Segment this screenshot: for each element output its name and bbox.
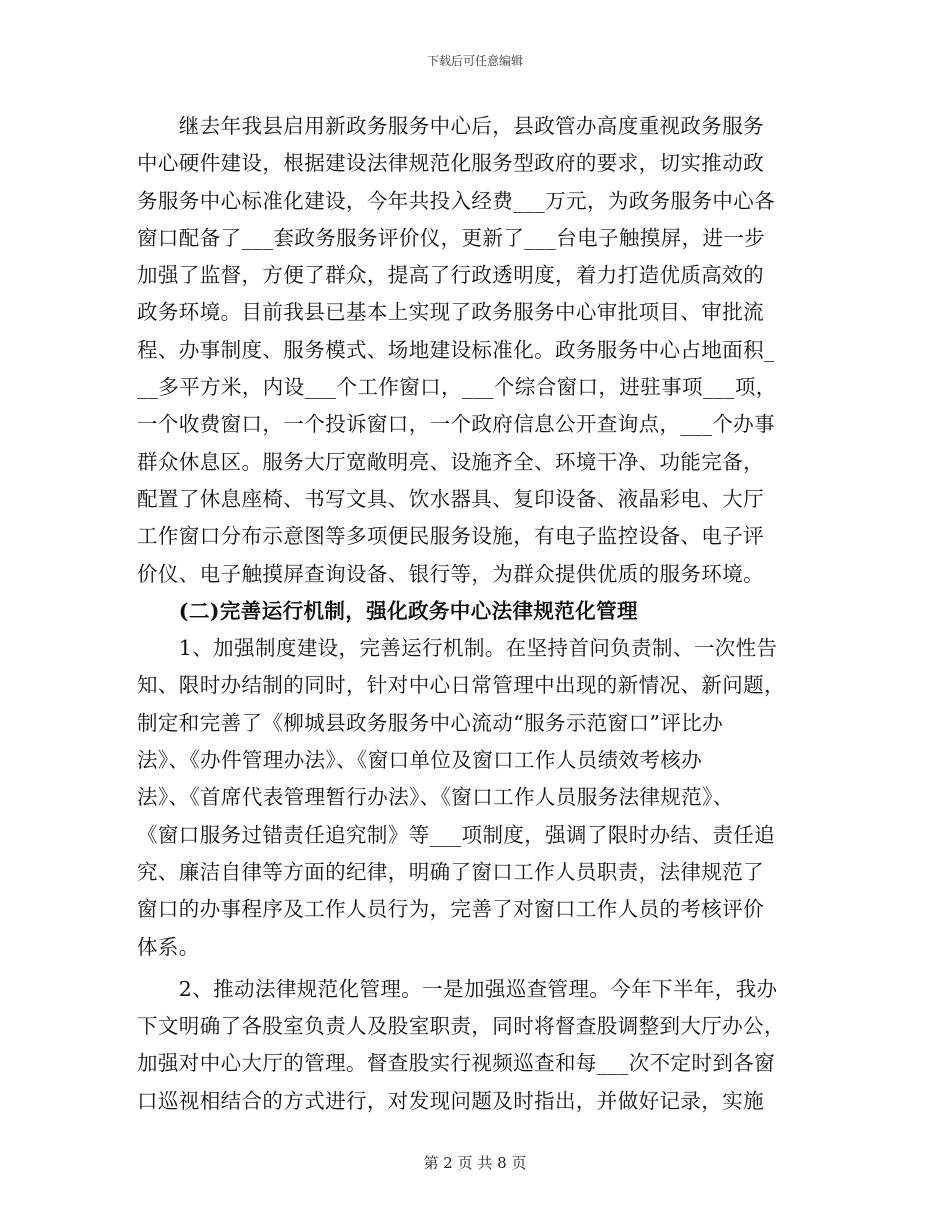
body-line: 工作窗口分布示意图等多项便民服务设施，有电子监控设备、电子评 [137, 524, 764, 549]
body-line: 价仪、电子触摸屏查询设备、银行等，为群众提供优质的服务环境。 [137, 561, 764, 586]
body-line: 配置了休息座椅、书写文具、饮水器具、复印设备、液晶彩电、大厅 [137, 486, 764, 511]
body-line: __多平方米，内设___个工作窗口，___个综合窗口，进驻事项___项， [137, 375, 777, 400]
page-footer: 第 2 页 共 8 页 [423, 1154, 527, 1172]
section-heading: (二)完善运行机制，强化政务中心法律规范化管理 [137, 598, 638, 623]
body-line: 窗口配备了___套政务服务评价仪，更新了___台电子触摸屏，进一步 [137, 225, 766, 250]
body-line: 2、推动法律规范化管理。一是加强巡查管理。今年下半年，我办 [137, 976, 778, 1001]
body-line: 政务环境。目前我县已基本上实现了政务服务中心审批项目、审批流 [137, 300, 764, 325]
body-line: 继去年我县启用新政务服务中心后，县政管办高度重视政务服务 [137, 114, 764, 138]
body-line: 加强了监督，方便了群众，提高了行政透明度，着力打造优质高效的 [137, 263, 764, 288]
body-line: 务服务中心标准化建设，今年共投入经费___万元，为政务服务中心各 [137, 188, 776, 213]
body-line: 体系。 [137, 934, 200, 959]
body-line: 法》、《首席代表管理暂行办法》、《窗口工作人员服务法律规范》、 [137, 785, 734, 810]
body-line: 《窗口服务过错责任追究制》等___项制度，强调了限时办结、责任追 [137, 822, 776, 847]
body-line: 究、廉洁自律等方面的纪律，明确了窗口工作人员职责，法律规范了 [137, 859, 764, 884]
document-body [137, 108, 817, 1120]
body-line: 制定和完善了《柳城县政务服务中心流动“服务示范窗口”评比办 [137, 710, 724, 735]
body-line: 口巡视相结合的方式进行，对发现问题及时指出，并做好记录，实施 [137, 1088, 764, 1113]
body-line: 中心硬件建设，根据建设法律规范化服务型政府的要求，切实推动政 [137, 151, 764, 176]
body-line: 下文明确了各股室负责人及股室职责，同时将督查股调整到大厅办公， [137, 1014, 785, 1039]
body-line: 加强对中心大厅的管理。督查股实行视频巡查和每___次不定时到各窗 [137, 1051, 776, 1076]
body-line: 一个收费窗口，一个投诉窗口，一个政府信息公开查询点，___个办事 [137, 412, 776, 437]
body-line: 1、加强制度建设，完善运行机制。在坚持首问负责制、一次性告 [137, 636, 778, 661]
body-line: 知、限时办结制的同时，针对中心日常管理中出现的新情况、新问题， [137, 673, 785, 698]
body-line: 窗口的办事程序及工作人员行为，完善了对窗口工作人员的考核评价 [137, 897, 764, 922]
page-header: 下载后可任意编辑 [426, 54, 523, 68]
body-line: 法》、《办件管理办法》、《窗口单位及窗口工作人员绩效考核办 [137, 748, 703, 773]
body-line: 程、办事制度、服务模式、场地建设标准化。政务服务中心占地面积_ [137, 337, 775, 362]
body-line: 群众休息区。服务大厅宽敞明亮、设施齐全、环境干净、功能完备， [137, 449, 764, 474]
